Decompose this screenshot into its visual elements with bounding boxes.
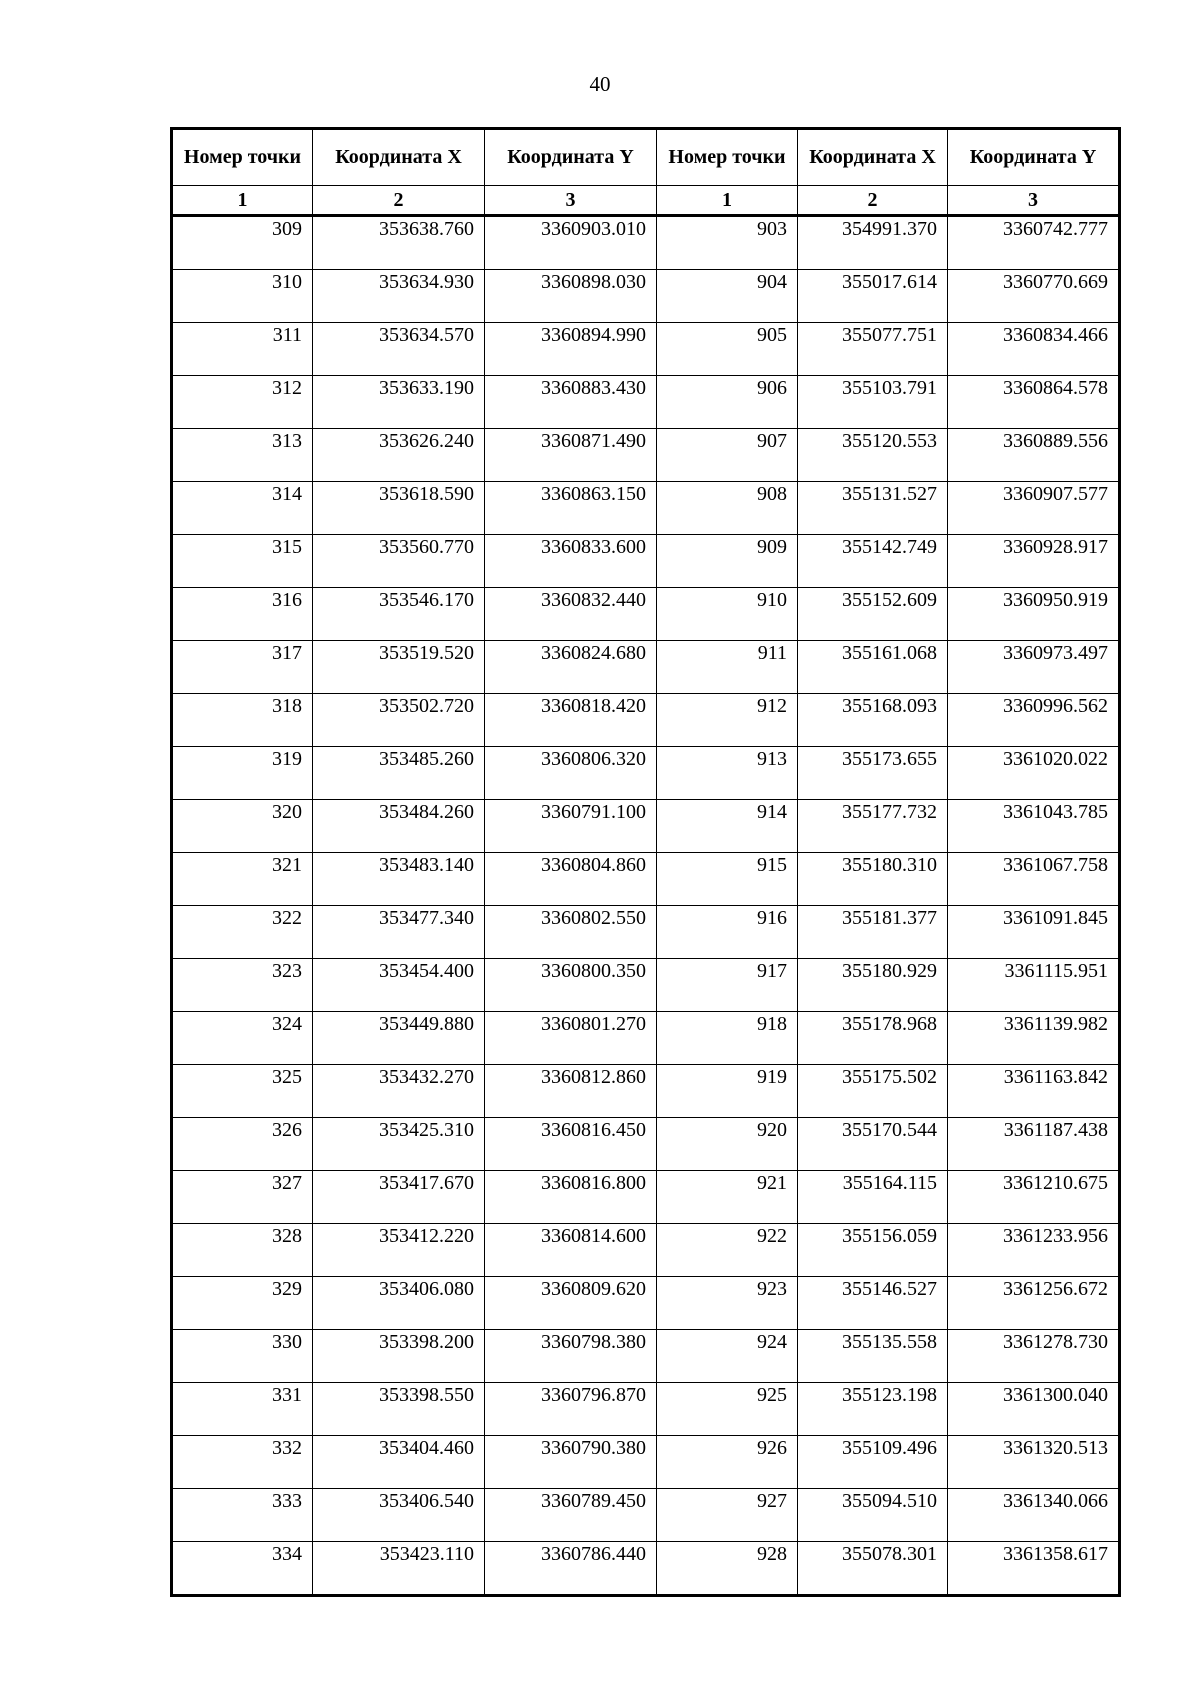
table-cell: 922 (657, 1224, 798, 1277)
table-cell: 329 (172, 1277, 313, 1330)
table-cell: 915 (657, 853, 798, 906)
table-cell: 914 (657, 800, 798, 853)
table-cell: 3360883.430 (485, 376, 657, 429)
table-cell: 355173.655 (798, 747, 948, 800)
table-row (172, 482, 1120, 535)
table-cell: 3360789.450 (485, 1489, 657, 1542)
table-cell: 918 (657, 1012, 798, 1065)
table-cell: 3360806.320 (485, 747, 657, 800)
table-cell: 912 (657, 694, 798, 747)
table-cell: 353477.340 (313, 906, 485, 959)
table-cell: 3360812.860 (485, 1065, 657, 1118)
table-cell: 905 (657, 323, 798, 376)
table-cell: 334 (172, 1542, 313, 1596)
table-cell: 316 (172, 588, 313, 641)
table-cell: 3360816.450 (485, 1118, 657, 1171)
table-body (172, 216, 1120, 1596)
table-cell: 355177.732 (798, 800, 948, 853)
table-cell: 3360907.577 (948, 482, 1120, 535)
table-cell: 3361067.758 (948, 853, 1120, 906)
column-number: 3 (485, 186, 657, 216)
table-row (172, 535, 1120, 588)
table-cell: 355168.093 (798, 694, 948, 747)
table-row (172, 1224, 1120, 1277)
table-cell: 908 (657, 482, 798, 535)
table-cell: 3361278.730 (948, 1330, 1120, 1383)
table-cell: 3360903.010 (485, 216, 657, 270)
table-cell: 355156.059 (798, 1224, 948, 1277)
table-cell: 3360898.030 (485, 270, 657, 323)
table-row (172, 853, 1120, 906)
table-row (172, 906, 1120, 959)
table-row (172, 323, 1120, 376)
table-cell: 333 (172, 1489, 313, 1542)
table-cell: 3360889.556 (948, 429, 1120, 482)
table-cell: 322 (172, 906, 313, 959)
table-cell: 3360791.100 (485, 800, 657, 853)
table-cell: 3361043.785 (948, 800, 1120, 853)
table-cell: 353432.270 (313, 1065, 485, 1118)
table-cell: 354991.370 (798, 216, 948, 270)
table-cell: 353519.520 (313, 641, 485, 694)
table-cell: 906 (657, 376, 798, 429)
coordinates-table (170, 127, 1121, 1597)
table-row (172, 270, 1120, 323)
table-cell: 923 (657, 1277, 798, 1330)
table-cell: 3360798.380 (485, 1330, 657, 1383)
column-header: Координата Y (485, 129, 657, 186)
table-cell: 353502.720 (313, 694, 485, 747)
table-cell: 3361187.438 (948, 1118, 1120, 1171)
table-cell: 353634.570 (313, 323, 485, 376)
table-cell: 310 (172, 270, 313, 323)
table-cell: 3360801.270 (485, 1012, 657, 1065)
table-cell: 907 (657, 429, 798, 482)
table-cell: 332 (172, 1436, 313, 1489)
table-cell: 314 (172, 482, 313, 535)
table-row (172, 216, 1120, 270)
table-cell: 917 (657, 959, 798, 1012)
table-cell: 353398.550 (313, 1383, 485, 1436)
table-cell: 925 (657, 1383, 798, 1436)
table-row (172, 641, 1120, 694)
table-cell: 3361300.040 (948, 1383, 1120, 1436)
table-cell: 355094.510 (798, 1489, 948, 1542)
table-cell: 909 (657, 535, 798, 588)
table-cell: 355135.558 (798, 1330, 948, 1383)
table-cell: 3360824.680 (485, 641, 657, 694)
table-row (172, 376, 1120, 429)
column-header: Координата X (798, 129, 948, 186)
table-row (172, 1012, 1120, 1065)
table-cell: 911 (657, 641, 798, 694)
table-cell: 355078.301 (798, 1542, 948, 1596)
table-row (172, 1436, 1120, 1489)
column-number-row (172, 186, 1120, 216)
table-cell: 353633.190 (313, 376, 485, 429)
table-row (172, 694, 1120, 747)
column-header: Номер точки (172, 129, 313, 186)
table-cell: 355180.929 (798, 959, 948, 1012)
table-cell: 3361358.617 (948, 1542, 1120, 1596)
table-cell: 315 (172, 535, 313, 588)
column-number: 3 (948, 186, 1120, 216)
table-cell: 3361320.513 (948, 1436, 1120, 1489)
table-cell: 318 (172, 694, 313, 747)
table-cell: 328 (172, 1224, 313, 1277)
table-cell: 355152.609 (798, 588, 948, 641)
table-cell: 3360871.490 (485, 429, 657, 482)
table-cell: 312 (172, 376, 313, 429)
table-row (172, 1065, 1120, 1118)
table-cell: 320 (172, 800, 313, 853)
table-cell: 317 (172, 641, 313, 694)
table-cell: 327 (172, 1171, 313, 1224)
table-cell: 920 (657, 1118, 798, 1171)
table-cell: 353626.240 (313, 429, 485, 482)
table-cell: 355109.496 (798, 1436, 948, 1489)
table-cell: 355175.502 (798, 1065, 948, 1118)
table-cell: 353483.140 (313, 853, 485, 906)
table-cell: 353485.260 (313, 747, 485, 800)
table-cell: 3360796.870 (485, 1383, 657, 1436)
table-cell: 3361340.066 (948, 1489, 1120, 1542)
column-number: 1 (172, 186, 313, 216)
table-cell: 3360973.497 (948, 641, 1120, 694)
table-cell: 927 (657, 1489, 798, 1542)
table-cell: 353618.590 (313, 482, 485, 535)
column-header: Координата Y (948, 129, 1120, 186)
table-cell: 3361091.845 (948, 906, 1120, 959)
page-number: 40 (589, 72, 611, 96)
table-cell: 353404.460 (313, 1436, 485, 1489)
column-header: Номер точки (657, 129, 798, 186)
table-cell: 3360928.917 (948, 535, 1120, 588)
table-cell: 3360802.550 (485, 906, 657, 959)
table-cell: 3360809.620 (485, 1277, 657, 1330)
table-row (172, 1118, 1120, 1171)
table-cell: 3360833.600 (485, 535, 657, 588)
table-row (172, 588, 1120, 641)
header-row (172, 129, 1120, 186)
table-cell: 3360894.990 (485, 323, 657, 376)
table-cell: 355181.377 (798, 906, 948, 959)
table-cell: 3361163.842 (948, 1065, 1120, 1118)
table-cell: 353406.080 (313, 1277, 485, 1330)
table-cell: 3360800.350 (485, 959, 657, 1012)
table-cell: 353425.310 (313, 1118, 485, 1171)
table-cell: 326 (172, 1118, 313, 1171)
table-cell: 3361115.951 (948, 959, 1120, 1012)
table-cell: 353638.760 (313, 216, 485, 270)
table-cell: 3360786.440 (485, 1542, 657, 1596)
table-cell: 353634.930 (313, 270, 485, 323)
table-row (172, 1171, 1120, 1224)
table-cell: 3360814.600 (485, 1224, 657, 1277)
table-cell: 3360770.669 (948, 270, 1120, 323)
column-header: Координата X (313, 129, 485, 186)
table-cell: 916 (657, 906, 798, 959)
table-cell: 3360832.440 (485, 588, 657, 641)
table-cell: 3360950.919 (948, 588, 1120, 641)
table-cell: 3360834.466 (948, 323, 1120, 376)
table-cell: 928 (657, 1542, 798, 1596)
table-cell: 924 (657, 1330, 798, 1383)
table-cell: 3360864.578 (948, 376, 1120, 429)
table-row (172, 1383, 1120, 1436)
table-row (172, 800, 1120, 853)
table-cell: 3360863.150 (485, 482, 657, 535)
table-cell: 321 (172, 853, 313, 906)
table-cell: 313 (172, 429, 313, 482)
table-cell: 910 (657, 588, 798, 641)
table-cell: 353546.170 (313, 588, 485, 641)
table-cell: 355077.751 (798, 323, 948, 376)
table-cell: 355161.068 (798, 641, 948, 694)
table-cell: 309 (172, 216, 313, 270)
table-cell: 3360816.800 (485, 1171, 657, 1224)
table-cell: 3360996.562 (948, 694, 1120, 747)
table-cell: 353454.400 (313, 959, 485, 1012)
table-row (172, 1277, 1120, 1330)
table-cell: 331 (172, 1383, 313, 1436)
table-cell: 353412.220 (313, 1224, 485, 1277)
table-cell: 3361139.982 (948, 1012, 1120, 1065)
table-cell: 353398.200 (313, 1330, 485, 1383)
table-cell: 355178.968 (798, 1012, 948, 1065)
table-cell: 353417.670 (313, 1171, 485, 1224)
table-row (172, 959, 1120, 1012)
table-row (172, 747, 1120, 800)
table-cell: 355120.553 (798, 429, 948, 482)
table-cell: 355170.544 (798, 1118, 948, 1171)
table-cell: 355017.614 (798, 270, 948, 323)
table-cell: 913 (657, 747, 798, 800)
table-cell: 330 (172, 1330, 313, 1383)
table-cell: 903 (657, 216, 798, 270)
table-cell: 353484.260 (313, 800, 485, 853)
column-number: 1 (657, 186, 798, 216)
table-cell: 311 (172, 323, 313, 376)
table-row (172, 1489, 1120, 1542)
table-cell: 355180.310 (798, 853, 948, 906)
table-cell: 355123.198 (798, 1383, 948, 1436)
table-cell: 319 (172, 747, 313, 800)
table-cell: 353423.110 (313, 1542, 485, 1596)
table-row (172, 429, 1120, 482)
column-number: 2 (313, 186, 485, 216)
table-cell: 324 (172, 1012, 313, 1065)
table-cell: 355164.115 (798, 1171, 948, 1224)
table-cell: 353406.540 (313, 1489, 485, 1542)
table-cell: 3361210.675 (948, 1171, 1120, 1224)
table-cell: 3360742.777 (948, 216, 1120, 270)
table-cell: 921 (657, 1171, 798, 1224)
table-cell: 353560.770 (313, 535, 485, 588)
table-row (172, 1542, 1120, 1596)
table-cell: 355146.527 (798, 1277, 948, 1330)
table-cell: 355103.791 (798, 376, 948, 429)
table-cell: 355131.527 (798, 482, 948, 535)
table-cell: 3360818.420 (485, 694, 657, 747)
table-cell: 3360804.860 (485, 853, 657, 906)
table-cell: 3361233.956 (948, 1224, 1120, 1277)
table-cell: 919 (657, 1065, 798, 1118)
table-cell: 3361256.672 (948, 1277, 1120, 1330)
table-cell: 353449.880 (313, 1012, 485, 1065)
table-cell: 3361020.022 (948, 747, 1120, 800)
table-row (172, 1330, 1120, 1383)
table-cell: 904 (657, 270, 798, 323)
table-cell: 926 (657, 1436, 798, 1489)
table-cell: 3360790.380 (485, 1436, 657, 1489)
column-number: 2 (798, 186, 948, 216)
table-cell: 355142.749 (798, 535, 948, 588)
table-cell: 325 (172, 1065, 313, 1118)
table-cell: 323 (172, 959, 313, 1012)
